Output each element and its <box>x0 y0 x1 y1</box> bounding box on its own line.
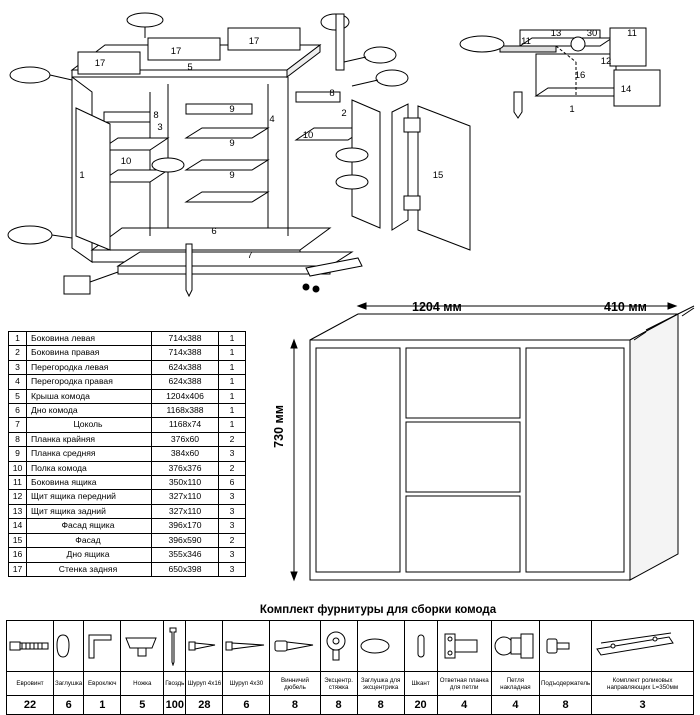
label-14: 14 <box>620 84 632 95</box>
label-2: 2 <box>341 108 347 119</box>
hardware-name: Петля накладная <box>491 672 539 696</box>
part-dimension: 396x590 <box>152 533 219 547</box>
table-row <box>9 389 246 403</box>
table-row <box>9 418 246 432</box>
dowel-icon <box>270 621 320 672</box>
part-number: 15 <box>9 533 27 547</box>
label-6: 6 <box>211 226 217 237</box>
label-17a: 17 <box>94 58 106 69</box>
hardware-name: Винничий дюбель <box>270 672 320 696</box>
part-dimension: 714x388 <box>152 346 219 360</box>
eccentric-coupler-icon <box>320 621 357 672</box>
part-number: 17 <box>9 562 27 576</box>
part-number: 16 <box>9 548 27 562</box>
eccentric-cap-icon <box>357 621 404 672</box>
table-row <box>9 375 246 389</box>
part-quantity: 3 <box>219 490 246 504</box>
exploded-view-diagram <box>0 0 700 330</box>
depth-dimension-label: 410 мм <box>604 300 647 314</box>
part-name: Щит ящика передний <box>27 490 152 504</box>
label-8b: 8 <box>329 88 335 99</box>
label-1b: 1 <box>569 104 575 115</box>
hardware-count: 4 <box>437 696 491 715</box>
table-row <box>9 447 246 461</box>
part-dimension: 1168x74 <box>152 418 219 432</box>
hardware-name: Евроключ <box>84 672 121 696</box>
part-quantity: 3 <box>219 519 246 533</box>
part-quantity: 1 <box>219 418 246 432</box>
part-name: Стенка задняя <box>27 562 152 576</box>
part-quantity: 1 <box>219 346 246 360</box>
label-10b: 10 <box>302 130 314 141</box>
label-5: 5 <box>187 62 193 73</box>
label-1: 1 <box>79 170 85 181</box>
part-dimension: 1168x388 <box>152 404 219 418</box>
part-quantity: 1 <box>219 375 246 389</box>
hinge-icon <box>491 621 539 672</box>
label-11b: 11 <box>627 28 637 39</box>
part-number: 10 <box>9 461 27 475</box>
part-number: 1 <box>9 332 27 346</box>
hinge-plate-icon <box>437 621 491 672</box>
cap-plug-icon <box>54 621 84 672</box>
part-number: 7 <box>9 418 27 432</box>
part-number: 5 <box>9 389 27 403</box>
part-dimension: 650x398 <box>152 562 219 576</box>
part-dimension: 376x376 <box>152 461 219 475</box>
parts-table <box>8 331 246 577</box>
part-dimension: 396x170 <box>152 519 219 533</box>
hardware-count: 8 <box>320 696 357 715</box>
part-number: 11 <box>9 476 27 490</box>
part-dimension: 1204x406 <box>152 389 219 403</box>
hardware-count: 4 <box>491 696 539 715</box>
label-4: 4 <box>269 114 275 125</box>
part-quantity: 6 <box>219 476 246 490</box>
part-number: 2 <box>9 346 27 360</box>
table-row <box>9 533 246 547</box>
part-number: 8 <box>9 432 27 446</box>
hardware-count: 6 <box>223 696 270 715</box>
label-15: 15 <box>432 170 444 181</box>
table-row <box>9 476 246 490</box>
part-name: Полка комода <box>27 461 152 475</box>
part-number: 6 <box>9 404 27 418</box>
part-dimension: 355x346 <box>152 548 219 562</box>
hardware-count: 28 <box>186 696 223 715</box>
part-name: Боковина ящика <box>27 476 152 490</box>
table-row <box>9 432 246 446</box>
hardware-name: Евровинт <box>7 672 54 696</box>
part-number: 13 <box>9 504 27 518</box>
hardware-count: 20 <box>404 696 437 715</box>
part-dimension: 327x110 <box>152 490 219 504</box>
table-row <box>9 360 246 374</box>
table-row <box>9 332 246 346</box>
label-7: 7 <box>247 250 253 261</box>
dowel-pin-icon <box>404 621 437 672</box>
part-dimension: 384x60 <box>152 447 219 461</box>
hardware-count: 5 <box>121 696 164 715</box>
part-dimension: 714x388 <box>152 332 219 346</box>
table-row <box>9 461 246 475</box>
hardware-count: 22 <box>7 696 54 715</box>
part-name: Боковина правая <box>27 346 152 360</box>
part-name: Дно комода <box>27 404 152 418</box>
euro-key-icon <box>84 621 121 672</box>
part-dimension: 376x60 <box>152 432 219 446</box>
label-12: 12 <box>600 56 612 67</box>
part-name: Фасад <box>27 533 152 547</box>
hardware-count: 3 <box>592 696 694 715</box>
part-quantity: 1 <box>219 360 246 374</box>
part-name: Планка средняя <box>27 447 152 461</box>
part-quantity: 2 <box>219 533 246 547</box>
part-quantity: 3 <box>219 562 246 576</box>
hardware-name: Заглушка для эксцентрика <box>357 672 404 696</box>
part-quantity: 3 <box>219 504 246 518</box>
part-name: Перегородка правая <box>27 375 152 389</box>
label-16: 16 <box>574 70 586 81</box>
hardware-table <box>6 620 694 715</box>
part-dimension: 624x388 <box>152 360 219 374</box>
part-dimension: 350x110 <box>152 476 219 490</box>
part-dimension: 327x110 <box>152 504 219 518</box>
screw-4x30-icon <box>223 621 270 672</box>
label-8a: 8 <box>153 110 159 121</box>
hardware-name: Шуруп 4x30 <box>223 672 270 696</box>
part-quantity: 2 <box>219 461 246 475</box>
part-number: 3 <box>9 360 27 374</box>
part-name: Боковина левая <box>27 332 152 346</box>
part-number: 4 <box>9 375 27 389</box>
table-row <box>9 519 246 533</box>
hardware-name: Шкант <box>404 672 437 696</box>
table-row <box>9 346 246 360</box>
label-10a: 10 <box>120 156 132 167</box>
hardware-name: Эксцентр. стяжка <box>320 672 357 696</box>
hardware-name: Заглушка <box>54 672 84 696</box>
hardware-count: 8 <box>270 696 320 715</box>
part-name: Крыша комода <box>27 389 152 403</box>
hardware-count: 8 <box>539 696 591 715</box>
table-row <box>9 490 246 504</box>
part-dimension: 624x388 <box>152 375 219 389</box>
label-9a: 9 <box>229 104 235 115</box>
table-row <box>9 404 246 418</box>
label-9c: 9 <box>229 170 235 181</box>
part-quantity: 3 <box>219 447 246 461</box>
hardware-name: Ножка <box>121 672 164 696</box>
table-row <box>9 548 246 562</box>
label-9b: 9 <box>229 138 235 149</box>
part-name: Цоколь <box>27 418 152 432</box>
part-name: Перегородка левая <box>27 360 152 374</box>
part-quantity: 1 <box>219 389 246 403</box>
table-row <box>9 562 246 576</box>
part-number: 12 <box>9 490 27 504</box>
part-quantity: 2 <box>219 432 246 446</box>
screw-4x16-icon <box>186 621 223 672</box>
part-quantity: 3 <box>219 548 246 562</box>
hardware-name: Комплект роликовых направляющих L=350мм <box>592 672 694 696</box>
part-number: 14 <box>9 519 27 533</box>
part-name: Планка крайняя <box>27 432 152 446</box>
table-row <box>9 504 246 518</box>
part-name: Щит ящика задний <box>27 504 152 518</box>
hardware-count: 8 <box>357 696 404 715</box>
hardware-name: Подъодержатель <box>539 672 591 696</box>
part-number: 9 <box>9 447 27 461</box>
label-3: 3 <box>157 122 163 133</box>
hardware-count: 1 <box>84 696 121 715</box>
nail-icon <box>164 621 186 672</box>
label-11a: 11 <box>521 36 531 47</box>
hardware-name: Шуруп 4x16 <box>186 672 223 696</box>
label-17c: 17 <box>248 36 260 47</box>
part-name: Фасад ящика <box>27 519 152 533</box>
height-dimension-label: 730 мм <box>272 405 286 448</box>
label-30: 30 <box>586 28 598 39</box>
label-13: 13 <box>550 28 562 39</box>
hardware-count: 6 <box>54 696 84 715</box>
hardware-name: Гвоздь <box>164 672 186 696</box>
label-17b: 17 <box>170 46 182 57</box>
handle-holder-icon <box>539 621 591 672</box>
euro-screw-icon <box>7 621 54 672</box>
part-name: Дно ящика <box>27 548 152 562</box>
leg-icon <box>121 621 164 672</box>
part-quantity: 1 <box>219 404 246 418</box>
finished-cabinet-dimensions <box>270 300 700 600</box>
width-dimension-label: 1204 мм <box>412 300 462 314</box>
part-quantity: 1 <box>219 332 246 346</box>
hardware-title: Комплект фурнитуры для сборки комода <box>259 604 497 616</box>
roller-slides-icon <box>592 621 694 672</box>
hardware-name: Ответная планка для петли <box>437 672 491 696</box>
hardware-count: 100 <box>164 696 186 715</box>
